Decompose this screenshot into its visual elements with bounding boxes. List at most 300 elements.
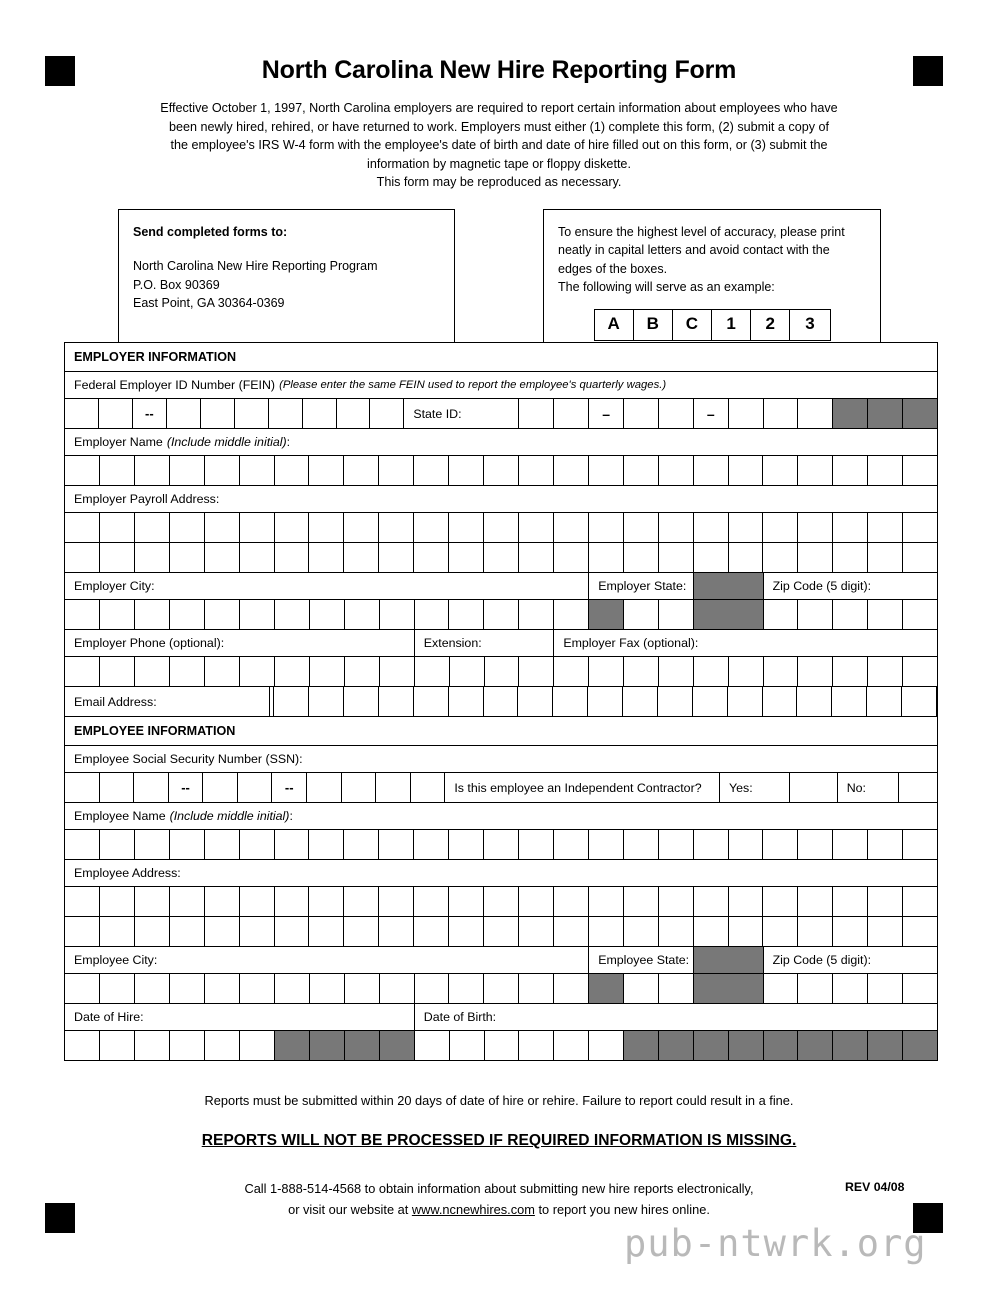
employee-address-cell[interactable] bbox=[379, 887, 414, 916]
employer-address-cell[interactable] bbox=[903, 543, 937, 572]
date-of-hire-cell[interactable] bbox=[170, 1031, 205, 1060]
employer-address-cell[interactable] bbox=[519, 543, 554, 572]
employee-address-cell[interactable] bbox=[554, 917, 589, 946]
employee-ssn-cell[interactable] bbox=[65, 773, 100, 802]
employer-name-cell[interactable] bbox=[589, 456, 624, 485]
employer-email-cell[interactable] bbox=[867, 687, 902, 716]
contractor-yes-checkbox[interactable] bbox=[790, 773, 837, 802]
employer-address-cell[interactable] bbox=[379, 543, 414, 572]
employee-name-cells-row[interactable] bbox=[65, 830, 937, 860]
employee-address-cell[interactable] bbox=[589, 887, 624, 916]
employee-state-input-group[interactable] bbox=[588, 974, 693, 1003]
employee-ssn-cell[interactable] bbox=[100, 773, 135, 802]
employee-address-cell[interactable] bbox=[694, 887, 729, 916]
employee-name-cell[interactable] bbox=[240, 830, 275, 859]
employee-zip-cell[interactable] bbox=[798, 974, 833, 1003]
employee-address-cell[interactable] bbox=[449, 887, 484, 916]
employee-address-cell[interactable] bbox=[379, 917, 414, 946]
employer-extension-cell[interactable] bbox=[450, 657, 485, 686]
employee-zip-cell[interactable] bbox=[868, 974, 903, 1003]
employer-city-cell[interactable] bbox=[380, 600, 415, 629]
date-of-hire-cell[interactable] bbox=[100, 1031, 135, 1060]
date-of-birth-input-group[interactable] bbox=[414, 1031, 937, 1060]
employer-extension-cell[interactable] bbox=[485, 657, 520, 686]
employee-name-cell[interactable] bbox=[379, 830, 414, 859]
employer-state-cell[interactable] bbox=[659, 600, 693, 629]
employee-name-cell[interactable] bbox=[135, 830, 170, 859]
employer-name-cell[interactable] bbox=[135, 456, 170, 485]
employer-email-cell[interactable] bbox=[414, 687, 449, 716]
employer-extension-cell[interactable] bbox=[519, 657, 553, 686]
employer-address-cell[interactable] bbox=[170, 513, 205, 542]
employer-address-cell[interactable] bbox=[554, 513, 589, 542]
employer-fax-cell[interactable] bbox=[659, 657, 694, 686]
employer-phone-cell[interactable] bbox=[135, 657, 170, 686]
employee-address-cell[interactable] bbox=[659, 887, 694, 916]
employee-name-cell[interactable] bbox=[414, 830, 449, 859]
employee-address-cell[interactable] bbox=[135, 917, 170, 946]
employee-name-cell[interactable] bbox=[729, 830, 764, 859]
employer-address-cell[interactable] bbox=[135, 513, 170, 542]
employer-address-cell[interactable] bbox=[170, 543, 205, 572]
employer-address-cell[interactable] bbox=[868, 513, 903, 542]
employee-address-cell[interactable] bbox=[763, 917, 798, 946]
employer-address-cell[interactable] bbox=[205, 543, 240, 572]
fein-cell[interactable] bbox=[167, 399, 201, 428]
contractor-no-checkbox[interactable] bbox=[899, 773, 937, 802]
employer-address-cell[interactable] bbox=[449, 513, 484, 542]
employer-name-cell[interactable] bbox=[659, 456, 694, 485]
employer-fax-cell[interactable] bbox=[554, 657, 589, 686]
employee-city-state-zip-cells-row[interactable] bbox=[65, 974, 937, 1004]
employer-address-cell[interactable] bbox=[309, 543, 344, 572]
employer-name-cell[interactable] bbox=[694, 456, 729, 485]
employee-address-cell[interactable] bbox=[484, 917, 519, 946]
employer-name-cell[interactable] bbox=[729, 456, 764, 485]
state-id-cell[interactable] bbox=[729, 399, 764, 428]
employee-zip-input-group[interactable] bbox=[763, 974, 937, 1003]
employer-name-cell[interactable] bbox=[624, 456, 659, 485]
contractor-yes-checkbox-group[interactable] bbox=[789, 773, 837, 802]
employer-address-cell[interactable] bbox=[659, 543, 694, 572]
employee-address-cell[interactable] bbox=[100, 887, 135, 916]
employer-zip-cell[interactable] bbox=[798, 600, 833, 629]
employee-address-cell[interactable] bbox=[624, 887, 659, 916]
employer-address-cell[interactable] bbox=[65, 513, 100, 542]
website-link[interactable]: www.ncnewhires.com bbox=[411, 1202, 535, 1217]
employee-address-line1-row[interactable] bbox=[65, 887, 937, 917]
employer-email-input-group[interactable] bbox=[65, 687, 937, 716]
employer-name-cell[interactable] bbox=[240, 456, 275, 485]
employee-address-line2-row[interactable] bbox=[65, 917, 937, 947]
employer-email-cell[interactable] bbox=[658, 687, 693, 716]
fein-cell[interactable] bbox=[303, 399, 337, 428]
employee-address-cell[interactable] bbox=[170, 917, 205, 946]
date-of-hire-cell[interactable] bbox=[65, 1031, 100, 1060]
employer-address-cell[interactable] bbox=[100, 543, 135, 572]
state-id-cell[interactable] bbox=[798, 399, 832, 428]
employee-ssn-input-group[interactable] bbox=[65, 773, 444, 802]
employer-extension-cell[interactable] bbox=[415, 657, 450, 686]
employer-fax-cell[interactable] bbox=[764, 657, 799, 686]
employee-address-cell[interactable] bbox=[694, 917, 729, 946]
employer-email-cell[interactable] bbox=[379, 687, 414, 716]
employer-email-cell[interactable] bbox=[518, 687, 553, 716]
employee-state-cell[interactable] bbox=[624, 974, 659, 1003]
employer-email-cell[interactable] bbox=[623, 687, 658, 716]
employer-address-cell[interactable] bbox=[275, 543, 310, 572]
employee-address-cell[interactable] bbox=[344, 887, 379, 916]
employer-email-cell[interactable] bbox=[832, 687, 867, 716]
employee-name-cell[interactable] bbox=[589, 830, 624, 859]
employer-address-cell[interactable] bbox=[344, 543, 379, 572]
employer-email-cell[interactable] bbox=[797, 687, 832, 716]
date-of-birth-cell[interactable] bbox=[554, 1031, 589, 1060]
employee-city-input-group[interactable] bbox=[65, 974, 588, 1003]
employee-name-cell[interactable] bbox=[65, 830, 100, 859]
fein-cell[interactable] bbox=[370, 399, 403, 428]
employee-address-cell[interactable] bbox=[868, 917, 903, 946]
employer-email-row[interactable] bbox=[65, 687, 937, 717]
employee-name-cell[interactable] bbox=[798, 830, 833, 859]
employer-name-input-group[interactable] bbox=[65, 456, 937, 485]
employer-address-cell[interactable] bbox=[624, 513, 659, 542]
employer-fax-cell[interactable] bbox=[694, 657, 729, 686]
employer-address-cell[interactable] bbox=[694, 543, 729, 572]
employee-zip-cell[interactable] bbox=[903, 974, 937, 1003]
employer-phone-cell[interactable] bbox=[310, 657, 345, 686]
employer-city-cell[interactable] bbox=[170, 600, 205, 629]
employer-address-cell[interactable] bbox=[659, 513, 694, 542]
employer-phone-cell[interactable] bbox=[380, 657, 414, 686]
employee-name-cell[interactable] bbox=[449, 830, 484, 859]
employer-city-input-group[interactable] bbox=[65, 600, 588, 629]
employer-fax-input-group[interactable] bbox=[553, 657, 937, 686]
employer-name-cell[interactable] bbox=[344, 456, 379, 485]
employee-address-line1-group[interactable] bbox=[65, 887, 937, 916]
employer-phone-cell[interactable] bbox=[240, 657, 275, 686]
employer-zip-cell[interactable] bbox=[868, 600, 903, 629]
employer-email-cell[interactable] bbox=[902, 687, 937, 716]
employee-city-cell[interactable] bbox=[554, 974, 588, 1003]
employee-address-cell[interactable] bbox=[65, 917, 100, 946]
employee-name-cell[interactable] bbox=[903, 830, 937, 859]
employer-city-cell[interactable] bbox=[484, 600, 519, 629]
employee-name-cell[interactable] bbox=[763, 830, 798, 859]
employer-phone-input-group[interactable] bbox=[65, 657, 414, 686]
employee-address-cell[interactable] bbox=[449, 917, 484, 946]
employee-address-line2-group[interactable] bbox=[65, 917, 937, 946]
employee-name-cell[interactable] bbox=[309, 830, 344, 859]
employee-city-cell[interactable] bbox=[100, 974, 135, 1003]
employer-city-cell[interactable] bbox=[205, 600, 240, 629]
employer-address-cell[interactable] bbox=[798, 513, 833, 542]
date-of-birth-cell[interactable] bbox=[415, 1031, 450, 1060]
fein-cell[interactable] bbox=[201, 399, 235, 428]
date-of-hire-cell[interactable] bbox=[240, 1031, 275, 1060]
employer-address-cell[interactable] bbox=[624, 543, 659, 572]
state-id-cell[interactable] bbox=[659, 399, 694, 428]
employee-name-cell[interactable] bbox=[833, 830, 868, 859]
fein-cell[interactable] bbox=[99, 399, 133, 428]
employee-ssn-contractor-row[interactable] bbox=[65, 773, 937, 803]
date-of-hire-cell[interactable] bbox=[135, 1031, 170, 1060]
employee-state-cell[interactable] bbox=[659, 974, 693, 1003]
employer-address-cell[interactable] bbox=[903, 513, 937, 542]
employer-phone-cell[interactable] bbox=[205, 657, 240, 686]
employee-name-cell[interactable] bbox=[170, 830, 205, 859]
employer-email-cell[interactable] bbox=[728, 687, 763, 716]
employee-zip-cell[interactable] bbox=[833, 974, 868, 1003]
employer-fax-cell[interactable] bbox=[903, 657, 937, 686]
employer-address-cell[interactable] bbox=[449, 543, 484, 572]
fein-input-group[interactable] bbox=[65, 399, 403, 428]
employer-extension-input-group[interactable] bbox=[414, 657, 554, 686]
employee-city-cell[interactable] bbox=[519, 974, 554, 1003]
employer-address-line2-row[interactable] bbox=[65, 543, 937, 573]
employer-name-cell[interactable] bbox=[763, 456, 798, 485]
employer-city-cell[interactable] bbox=[345, 600, 380, 629]
employer-state-input-group[interactable] bbox=[588, 600, 693, 629]
employer-address-cell[interactable] bbox=[833, 513, 868, 542]
employer-address-cell[interactable] bbox=[344, 513, 379, 542]
employer-city-cell[interactable] bbox=[449, 600, 484, 629]
employee-address-cell[interactable] bbox=[589, 917, 624, 946]
employee-name-cell[interactable] bbox=[554, 830, 589, 859]
employee-address-cell[interactable] bbox=[798, 887, 833, 916]
employer-address-cell[interactable] bbox=[414, 543, 449, 572]
employee-address-cell[interactable] bbox=[240, 887, 275, 916]
employer-fax-cell[interactable] bbox=[868, 657, 903, 686]
employee-zip-cell[interactable] bbox=[764, 974, 799, 1003]
employer-phone-cell[interactable] bbox=[275, 657, 310, 686]
employer-address-cell[interactable] bbox=[868, 543, 903, 572]
date-of-birth-cell[interactable] bbox=[589, 1031, 624, 1060]
employer-city-cell[interactable] bbox=[240, 600, 275, 629]
employee-city-cell[interactable] bbox=[135, 974, 170, 1003]
employee-address-cell[interactable] bbox=[344, 917, 379, 946]
employee-address-cell[interactable] bbox=[519, 917, 554, 946]
employee-name-cell[interactable] bbox=[624, 830, 659, 859]
employer-address-cell[interactable] bbox=[519, 513, 554, 542]
employer-name-cell[interactable] bbox=[205, 456, 240, 485]
employer-email-cell[interactable] bbox=[588, 687, 623, 716]
employer-name-cell[interactable] bbox=[449, 456, 484, 485]
employer-address-line1-group[interactable] bbox=[65, 513, 937, 542]
employee-city-cell[interactable] bbox=[275, 974, 310, 1003]
employer-fax-cell[interactable] bbox=[833, 657, 868, 686]
employer-fax-cell[interactable] bbox=[798, 657, 833, 686]
employer-name-cell[interactable] bbox=[903, 456, 937, 485]
employer-name-cell[interactable] bbox=[170, 456, 205, 485]
employee-address-cell[interactable] bbox=[729, 887, 764, 916]
employer-address-cell[interactable] bbox=[763, 513, 798, 542]
employer-address-cell[interactable] bbox=[833, 543, 868, 572]
employer-address-cell[interactable] bbox=[798, 543, 833, 572]
employee-city-cell[interactable] bbox=[205, 974, 240, 1003]
employer-address-cell[interactable] bbox=[240, 543, 275, 572]
employer-city-cell[interactable] bbox=[519, 600, 554, 629]
employee-address-cell[interactable] bbox=[484, 887, 519, 916]
state-id-input-group[interactable] bbox=[518, 399, 832, 428]
employee-city-cell[interactable] bbox=[345, 974, 380, 1003]
state-id-cell[interactable] bbox=[624, 399, 659, 428]
employer-email-cell[interactable] bbox=[693, 687, 728, 716]
fein-cell[interactable] bbox=[269, 399, 303, 428]
employer-address-line2-group[interactable] bbox=[65, 543, 937, 572]
state-id-cell[interactable] bbox=[764, 399, 799, 428]
employer-name-cell[interactable] bbox=[554, 456, 589, 485]
employee-city-cell[interactable] bbox=[484, 974, 519, 1003]
employee-address-cell[interactable] bbox=[414, 887, 449, 916]
date-of-birth-cell[interactable] bbox=[450, 1031, 485, 1060]
employer-city-cell[interactable] bbox=[415, 600, 450, 629]
employee-name-cell[interactable] bbox=[344, 830, 379, 859]
employer-address-cell[interactable] bbox=[100, 513, 135, 542]
employee-address-cell[interactable] bbox=[240, 917, 275, 946]
employee-city-cell[interactable] bbox=[380, 974, 415, 1003]
employer-email-cell[interactable] bbox=[309, 687, 344, 716]
employee-city-cell[interactable] bbox=[240, 974, 275, 1003]
employee-ssn-cell[interactable] bbox=[203, 773, 238, 802]
employee-address-cell[interactable] bbox=[205, 917, 240, 946]
employer-name-cell[interactable] bbox=[379, 456, 414, 485]
employer-city-state-zip-cells-row[interactable] bbox=[65, 600, 937, 630]
employer-address-cell[interactable] bbox=[554, 543, 589, 572]
employee-address-cell[interactable] bbox=[729, 917, 764, 946]
employee-name-cell[interactable] bbox=[205, 830, 240, 859]
employee-address-cell[interactable] bbox=[519, 887, 554, 916]
employee-address-cell[interactable] bbox=[554, 887, 589, 916]
employer-phone-cell[interactable] bbox=[170, 657, 205, 686]
employer-name-cell[interactable] bbox=[833, 456, 868, 485]
employer-address-cell[interactable] bbox=[484, 513, 519, 542]
employer-address-cell[interactable] bbox=[65, 543, 100, 572]
state-id-cell[interactable] bbox=[554, 399, 589, 428]
employee-name-cell[interactable] bbox=[868, 830, 903, 859]
employer-zip-input-group[interactable] bbox=[763, 600, 937, 629]
state-id-cell[interactable] bbox=[519, 399, 554, 428]
date-of-hire-cell[interactable] bbox=[205, 1031, 240, 1060]
employer-zip-cell[interactable] bbox=[764, 600, 799, 629]
employee-address-cell[interactable] bbox=[135, 887, 170, 916]
employee-address-cell[interactable] bbox=[903, 917, 937, 946]
employer-address-line1-row[interactable] bbox=[65, 513, 937, 543]
employee-address-cell[interactable] bbox=[798, 917, 833, 946]
employee-ssn-cell[interactable] bbox=[238, 773, 273, 802]
employer-name-cell[interactable] bbox=[414, 456, 449, 485]
employer-address-cell[interactable] bbox=[729, 513, 764, 542]
employee-address-cell[interactable] bbox=[65, 887, 100, 916]
employer-city-cell[interactable] bbox=[135, 600, 170, 629]
employer-address-cell[interactable] bbox=[729, 543, 764, 572]
employer-name-cell[interactable] bbox=[484, 456, 519, 485]
employee-address-cell[interactable] bbox=[624, 917, 659, 946]
employee-address-cell[interactable] bbox=[100, 917, 135, 946]
employer-email-cell[interactable] bbox=[344, 687, 379, 716]
employee-address-cell[interactable] bbox=[275, 917, 310, 946]
employer-address-cell[interactable] bbox=[414, 513, 449, 542]
employer-address-cell[interactable] bbox=[589, 543, 624, 572]
employer-address-cell[interactable] bbox=[205, 513, 240, 542]
employee-city-cell[interactable] bbox=[170, 974, 205, 1003]
employer-phone-cell[interactable] bbox=[65, 657, 100, 686]
employer-email-cell[interactable] bbox=[553, 687, 588, 716]
employee-address-cell[interactable] bbox=[833, 887, 868, 916]
employer-phone-cell[interactable] bbox=[345, 657, 380, 686]
employer-address-cell[interactable] bbox=[763, 543, 798, 572]
fein-cell[interactable] bbox=[65, 399, 99, 428]
employer-phone-cell[interactable] bbox=[100, 657, 135, 686]
employer-zip-cell[interactable] bbox=[833, 600, 868, 629]
date-of-birth-cell[interactable] bbox=[485, 1031, 520, 1060]
employee-name-cell[interactable] bbox=[484, 830, 519, 859]
employer-name-cell[interactable] bbox=[868, 456, 903, 485]
employee-ssn-cell[interactable] bbox=[307, 773, 342, 802]
employer-city-cell[interactable] bbox=[100, 600, 135, 629]
employer-name-cell[interactable] bbox=[65, 456, 100, 485]
employer-fax-cell[interactable] bbox=[589, 657, 624, 686]
employee-city-cell[interactable] bbox=[415, 974, 450, 1003]
employee-name-cell[interactable] bbox=[659, 830, 694, 859]
employee-address-cell[interactable] bbox=[659, 917, 694, 946]
fein-cell[interactable] bbox=[337, 399, 371, 428]
fein-cell[interactable] bbox=[235, 399, 269, 428]
employee-address-cell[interactable] bbox=[309, 887, 344, 916]
employee-address-cell[interactable] bbox=[763, 887, 798, 916]
employee-name-cell[interactable] bbox=[275, 830, 310, 859]
employee-address-cell[interactable] bbox=[903, 887, 937, 916]
employee-city-cell[interactable] bbox=[449, 974, 484, 1003]
employee-ssn-cell[interactable] bbox=[376, 773, 411, 802]
employer-state-cell[interactable] bbox=[624, 600, 659, 629]
employer-name-cells-row[interactable] bbox=[65, 456, 937, 486]
employee-ssn-cell[interactable] bbox=[411, 773, 445, 802]
employer-address-cell[interactable] bbox=[135, 543, 170, 572]
employee-ssn-cell[interactable] bbox=[134, 773, 169, 802]
employee-city-cell[interactable] bbox=[65, 974, 100, 1003]
employer-phone-fax-cells-row[interactable] bbox=[65, 657, 937, 687]
employer-address-cell[interactable] bbox=[484, 543, 519, 572]
employer-city-cell[interactable] bbox=[275, 600, 310, 629]
employee-address-cell[interactable] bbox=[868, 887, 903, 916]
employee-address-cell[interactable] bbox=[309, 917, 344, 946]
employee-ssn-cell[interactable] bbox=[342, 773, 377, 802]
employer-fax-cell[interactable] bbox=[624, 657, 659, 686]
employer-name-cell[interactable] bbox=[309, 456, 344, 485]
date-cells-row[interactable] bbox=[65, 1031, 937, 1060]
employer-name-cell[interactable] bbox=[519, 456, 554, 485]
employer-fax-cell[interactable] bbox=[729, 657, 764, 686]
employer-email-cell[interactable] bbox=[449, 687, 484, 716]
employee-name-cell[interactable] bbox=[519, 830, 554, 859]
employer-city-cell[interactable] bbox=[310, 600, 345, 629]
employer-city-cell[interactable] bbox=[554, 600, 588, 629]
employee-city-cell[interactable] bbox=[310, 974, 345, 1003]
date-of-hire-input-group[interactable] bbox=[65, 1031, 414, 1060]
employer-city-cell[interactable] bbox=[65, 600, 100, 629]
employer-address-cell[interactable] bbox=[309, 513, 344, 542]
employer-address-cell[interactable] bbox=[379, 513, 414, 542]
employee-name-input-group[interactable] bbox=[65, 830, 937, 859]
employer-address-cell[interactable] bbox=[275, 513, 310, 542]
employer-email-cell[interactable] bbox=[484, 687, 519, 716]
employee-address-cell[interactable] bbox=[275, 887, 310, 916]
employee-address-cell[interactable] bbox=[205, 887, 240, 916]
contractor-no-checkbox-group[interactable] bbox=[898, 773, 937, 802]
employer-address-cell[interactable] bbox=[240, 513, 275, 542]
employee-address-cell[interactable] bbox=[414, 917, 449, 946]
